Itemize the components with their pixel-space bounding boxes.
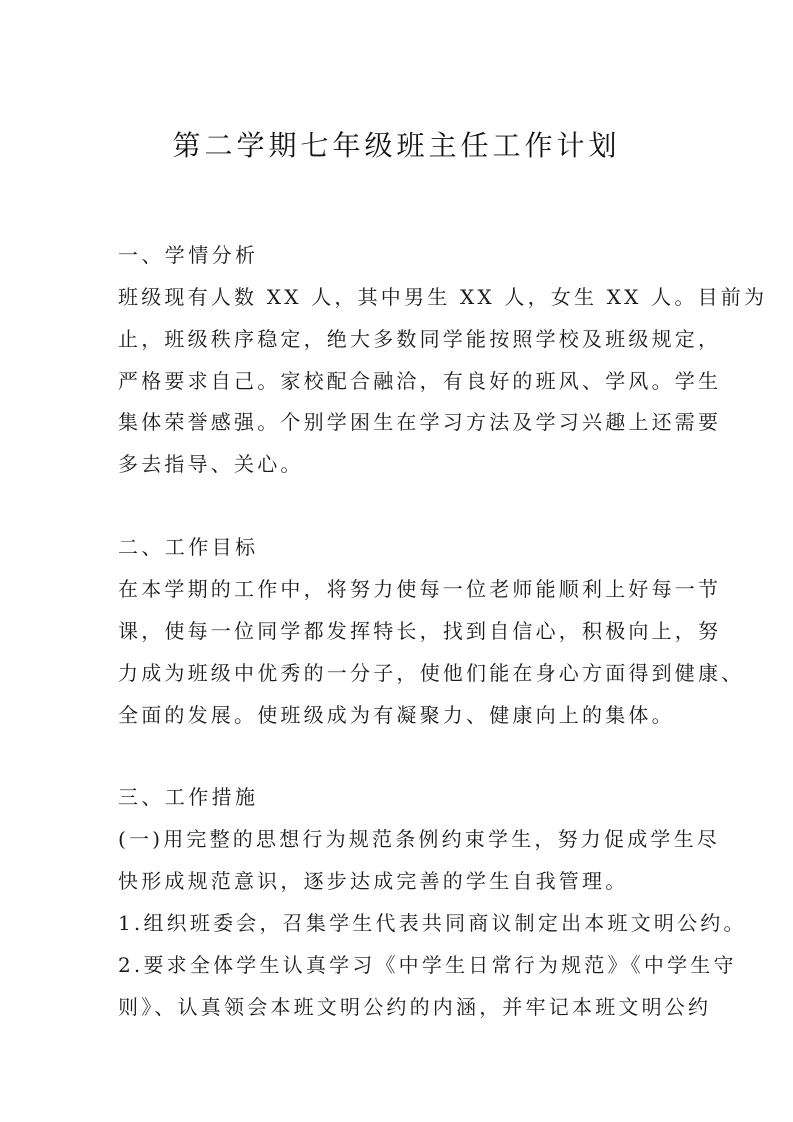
section-heading-1: 一、学情分析 [118, 243, 259, 267]
paragraph-line: 严格要求自己。家校配合融洽，有良好的班风、学风。学生 [118, 369, 722, 393]
list-item: 2.要求全体学生认真学习《中学生日常行为规范》《中学生守 [118, 953, 737, 977]
paragraph-line: 止，班级秩序稳定，绝大多数同学能按照学校及班级规定， [118, 327, 722, 351]
paragraph-line: 全面的发展。使班级成为有凝聚力、健康向上的集体。 [118, 703, 675, 727]
section-heading-3: 三、工作措施 [118, 785, 259, 809]
paragraph-line: 课，使每一位同学都发挥特长，找到自信心，积极向上，努 [118, 619, 722, 643]
paragraph-line: 快形成规范意识，逐步达成完善的学生自我管理。 [118, 869, 629, 893]
list-item: 1.组织班委会，召集学生代表共同商议制定出本班文明公约。 [118, 911, 747, 935]
document-title: 第二学期七年级班主任工作计划 [172, 129, 621, 162]
paragraph-line: 在本学期的工作中，将努力使每一位老师能顺利上好每一节 [118, 577, 722, 601]
paragraph-line: 则》、认真领会本班文明公约的内涵，并牢记本班文明公约 [118, 995, 712, 1019]
paragraph-line: 班级现有人数 XX 人，其中男生 XX 人，女生 XX 人。目前为 [118, 285, 768, 309]
paragraph-line: (一)用完整的思想行为规范条例约束学生，努力促成学生尽 [118, 827, 721, 851]
paragraph-line: 力成为班级中优秀的一分子，使他们能在身心方面得到健康、 [118, 661, 745, 685]
paragraph-line: 集体荣誉感强。个别学困生在学习方法及学习兴趣上还需要 [118, 410, 722, 434]
section-heading-2: 二、工作目标 [118, 535, 259, 559]
paragraph-line: 多去指导、关心。 [118, 452, 304, 476]
